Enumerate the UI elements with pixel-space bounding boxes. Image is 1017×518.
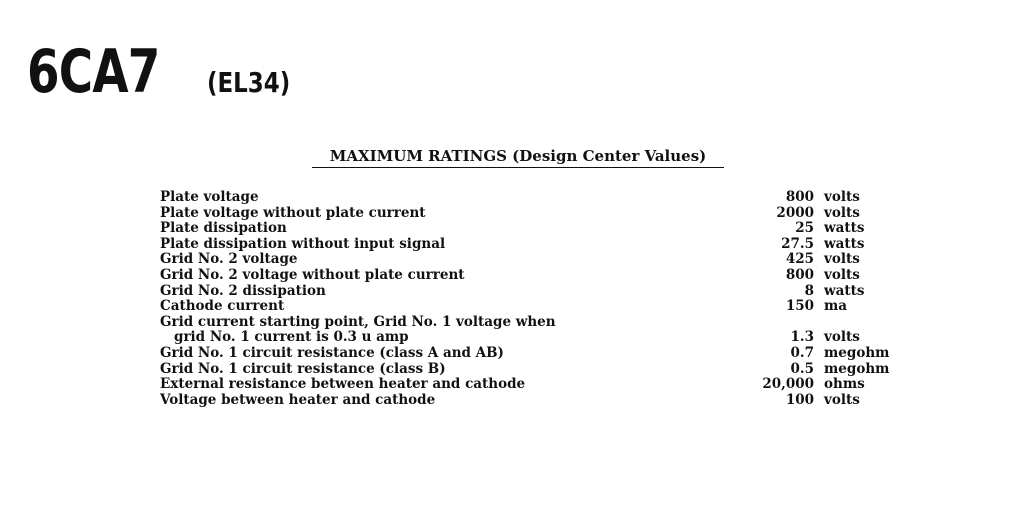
rating-value: 20,000 bbox=[762, 376, 814, 393]
rating-unit: volts bbox=[824, 329, 860, 346]
rating-value: 100 bbox=[785, 391, 814, 408]
rating-row bbox=[160, 221, 920, 237]
tube-name: 6CA7 bbox=[27, 37, 160, 107]
rating-unit: volts bbox=[824, 189, 860, 205]
rating-row bbox=[160, 237, 920, 253]
rating-label: Plate dissipation without input signal bbox=[160, 235, 446, 252]
rating-row bbox=[160, 330, 920, 346]
rating-value: 800 bbox=[785, 189, 814, 205]
rating-unit: watts bbox=[824, 235, 865, 252]
rating-unit: volts bbox=[824, 251, 860, 268]
rating-value: 25 bbox=[795, 220, 814, 237]
rating-label: grid No. 1 current is 0.3 u amp bbox=[174, 329, 409, 346]
rating-label: Grid current starting point, Grid No. 1 voltage when bbox=[160, 313, 556, 330]
tube-alt-name: (EL34) bbox=[207, 66, 291, 99]
rating-unit: megohm bbox=[824, 360, 890, 377]
rating-unit: volts bbox=[824, 391, 860, 408]
section-heading: MAXIMUM RATINGS (Design Center Values) bbox=[312, 147, 724, 168]
rating-value: 1.3 bbox=[790, 329, 814, 346]
rating-value: 0.5 bbox=[790, 360, 814, 377]
ratings-table bbox=[160, 190, 920, 408]
rating-row bbox=[160, 268, 920, 284]
rating-label: External resistance between heater and cathode bbox=[160, 376, 526, 393]
rating-row bbox=[160, 190, 920, 206]
rating-label: Grid No. 1 circuit resistance (class A and AB) bbox=[160, 344, 504, 361]
rating-unit: megohm bbox=[824, 344, 890, 361]
rating-unit: ma bbox=[824, 298, 848, 315]
rating-label: Grid No. 2 voltage bbox=[160, 251, 298, 268]
rating-label: Cathode current bbox=[160, 298, 285, 315]
rating-unit: watts bbox=[824, 220, 865, 237]
rating-label: Grid No. 2 dissipation bbox=[160, 282, 326, 299]
rating-row bbox=[160, 315, 920, 331]
rating-unit: watts bbox=[824, 282, 865, 299]
rating-unit: ohms bbox=[824, 376, 865, 393]
rating-label: Grid No. 1 circuit resistance (class B) bbox=[160, 360, 446, 377]
rating-row bbox=[160, 393, 920, 409]
rating-label: Voltage between heater and cathode bbox=[160, 391, 436, 408]
rating-label: Plate voltage bbox=[160, 189, 259, 205]
rating-value: 8 bbox=[804, 282, 814, 299]
rating-row bbox=[160, 362, 920, 378]
rating-unit: volts bbox=[824, 266, 860, 283]
title-block bbox=[27, 37, 309, 107]
rating-label: Grid No. 2 voltage without plate current bbox=[160, 266, 465, 283]
rating-value: 425 bbox=[785, 251, 814, 268]
rating-row bbox=[160, 377, 920, 393]
rating-value: 800 bbox=[785, 266, 814, 283]
rating-row bbox=[160, 206, 920, 222]
rating-value: 150 bbox=[785, 298, 814, 315]
rating-label: Plate voltage without plate current bbox=[160, 204, 426, 221]
rating-value: 2000 bbox=[776, 204, 814, 221]
rating-row bbox=[160, 252, 920, 268]
rating-unit: volts bbox=[824, 204, 860, 221]
rating-value: 27.5 bbox=[781, 235, 814, 252]
rating-value: 0.7 bbox=[790, 344, 814, 361]
rating-row bbox=[160, 284, 920, 300]
rating-label: Plate dissipation bbox=[160, 220, 287, 237]
rating-row bbox=[160, 299, 920, 315]
rating-row bbox=[160, 346, 920, 362]
